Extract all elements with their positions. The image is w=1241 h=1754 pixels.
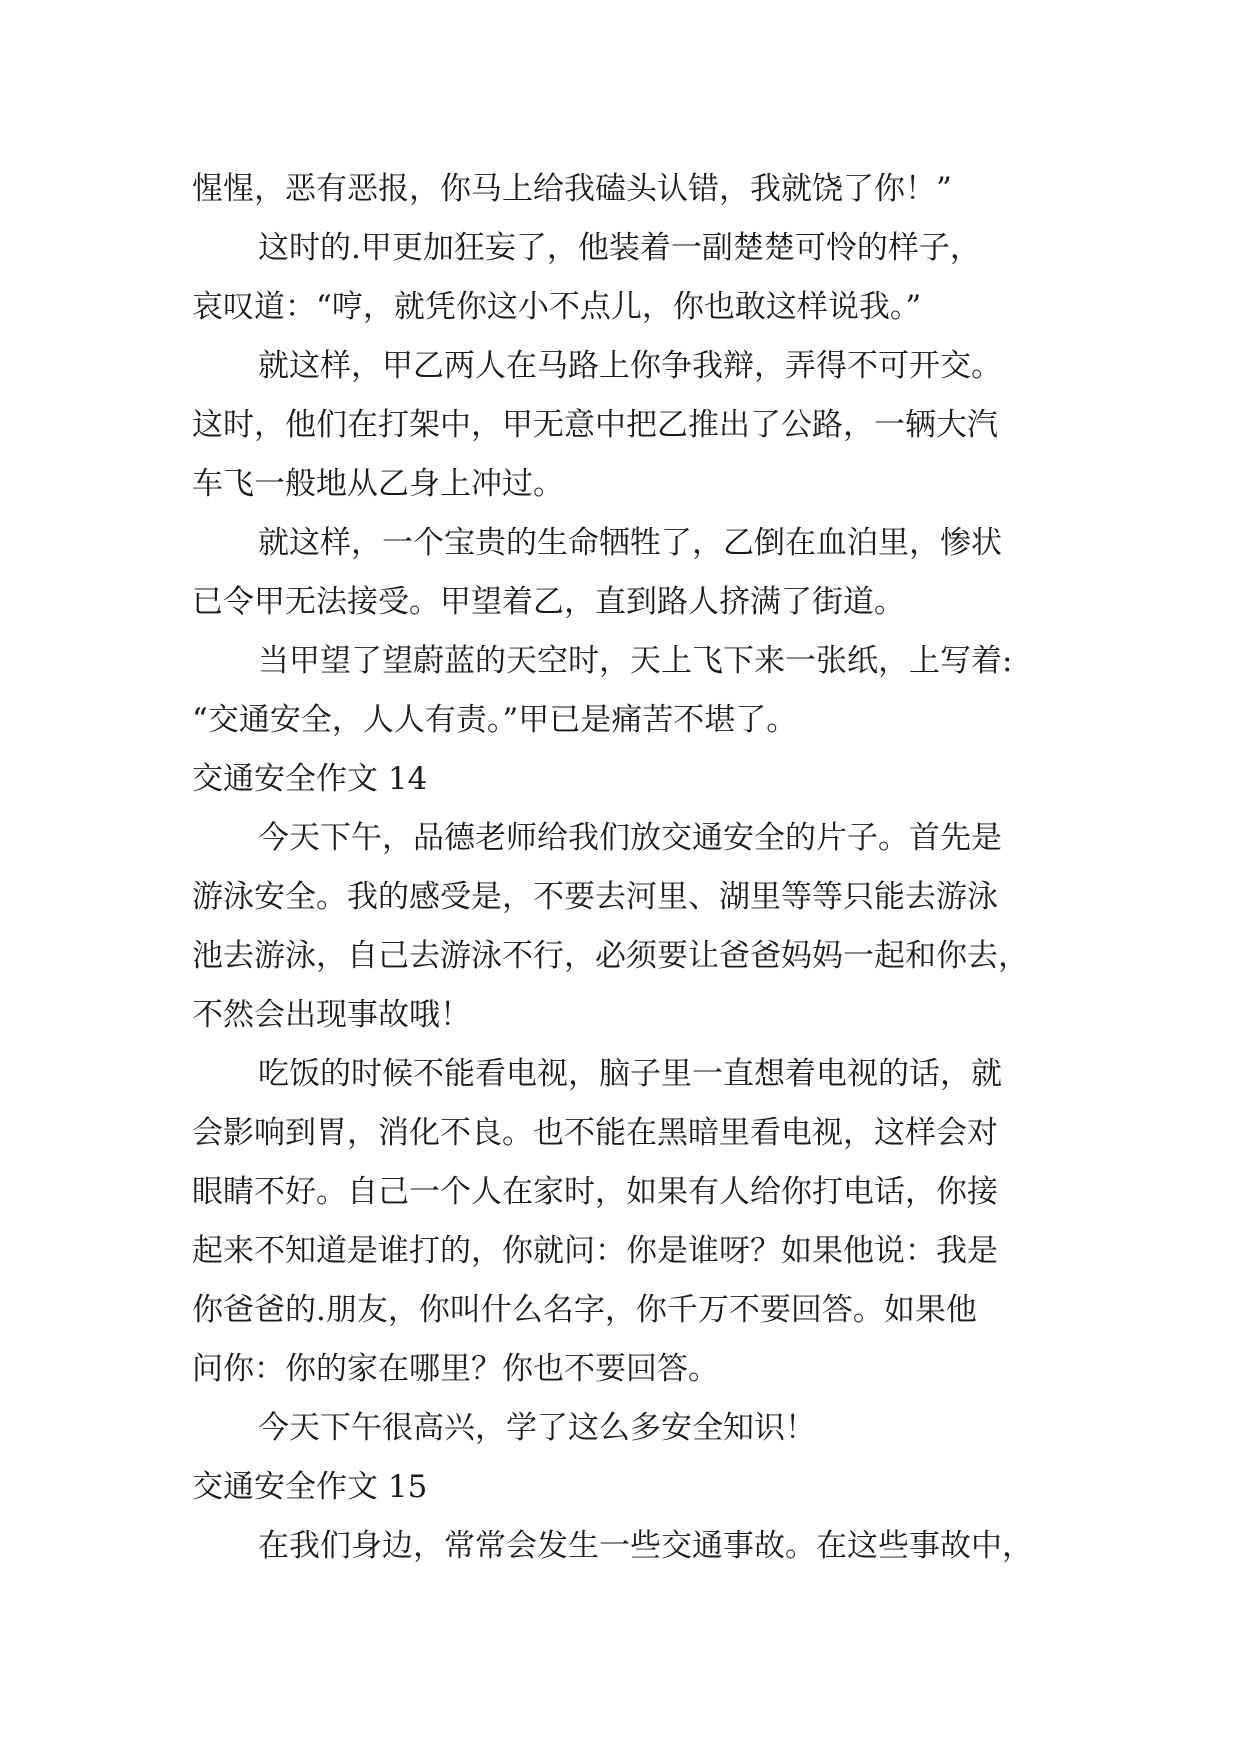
paragraph-line: 车飞一般地从乙身上冲过。 <box>192 466 564 502</box>
paragraph-line: 起来不知道是谁打的，你就问：你是谁呀？如果他说：我是 <box>192 1233 998 1269</box>
paragraph-line: 就这样，一个宝贵的生命牺牲了，乙倒在血泊里，惨状 <box>258 525 1002 561</box>
section-heading: 交通安全作文 15 <box>192 1469 428 1505</box>
paragraph-line: 今天下午很高兴，学了这么多安全知识！ <box>258 1410 816 1446</box>
paragraph-line: 眼睛不好。自己一个人在家时，如果有人给你打电话，你接 <box>192 1174 998 1210</box>
paragraph-line: 今天下午，品德老师给我们放交通安全的片子。首先是 <box>258 820 1002 856</box>
paragraph-line: 在我们身边，常常会发生一些交通事故。在这些事故中， <box>258 1528 1033 1564</box>
paragraph-line: 池去游泳，自己去游泳不行，必须要让爸爸妈妈一起和你去， <box>192 938 1029 974</box>
paragraph-line: 这时，他们在打架中，甲无意中把乙推出了公路，一辆大汽 <box>192 407 998 443</box>
paragraph-line: 会影响到胃，消化不良。也不能在黑暗里看电视，这样会对 <box>192 1115 998 1151</box>
paragraph-line: 你爸爸的.朋友，你叫什么名字，你千万不要回答。如果他 <box>192 1292 977 1328</box>
paragraph-line: “交通安全，人人有责。”甲已是痛苦不堪了。 <box>192 702 798 738</box>
document-body <box>192 160 1072 1576</box>
paragraph-line: 哀叹道：“哼，就凭你这小不点儿，你也敢这样说我。” <box>192 289 922 325</box>
paragraph-line: 就这样，甲乙两人在马路上你争我辩，弄得不可开交。 <box>258 348 1002 384</box>
paragraph-line: 不然会出现事故哦！ <box>192 997 471 1033</box>
paragraph-line: 吃饭的时候不能看电视，脑子里一直想着电视的话，就 <box>258 1056 1002 1092</box>
paragraph-line: 问你：你的家在哪里？你也不要回答。 <box>192 1351 719 1387</box>
paragraph-line: 游泳安全。我的感受是，不要去河里、湖里等等只能去游泳 <box>192 879 998 915</box>
paragraph-line: 当甲望了望蔚蓝的天空时，天上飞下来一张纸，上写着: <box>258 643 1013 679</box>
paragraph-line: 惺惺，恶有恶报，你马上给我磕头认错，我就饶了你！” <box>192 171 952 207</box>
paragraph-line: 已令甲无法接受。甲望着乙，直到路人挤满了街道。 <box>192 584 905 620</box>
section-heading: 交通安全作文 14 <box>192 761 428 797</box>
paragraph-line: 这时的.甲更加狂妄了，他装着一副楚楚可怜的样子， <box>258 230 981 266</box>
